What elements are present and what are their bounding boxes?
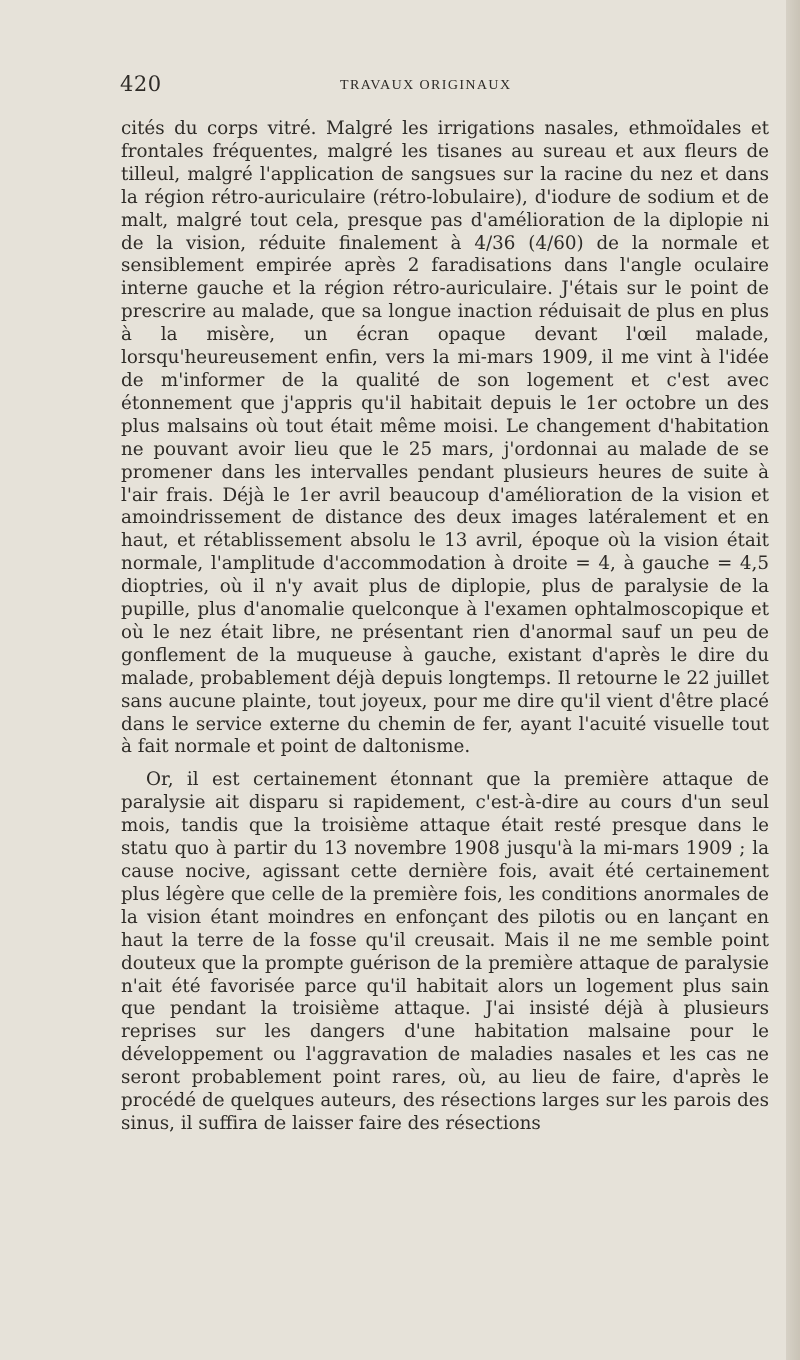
paragraph-2: Or, il est certainement étonnant que la première attaque de paralysie ait disparu si rapidement, c'est-à-dire au cours d'un seul mois, tandis que la troisième attaque était resté presque dans le statu quo à partir du 13 novembre 1908 jusqu'à la mi-mars 1909 ; la cause nocive, agissant cette dernière fois, avait été certainement plus légère que celle de la première fois, les conditions anormales de la vision étant moindres en enfonçant des pilotis ou en lançant en haut la terre de la fosse qu'il creusait. Mais il ne me semble point douteux que la prompte guérison de la première attaque de paralysie n'ait été favorisée parce qu'il habitait alors un logement plus sain que pendant la troisième attaque. J'ai insisté déjà à plusieurs reprises sur les dangers d'une habitation malsaine pour le développement ou l'aggravation de maladies nasales et les cas ne seront probablement point rares, où, au lieu de faire, d'après le procédé de quelques auteurs, des résections larges sur les parois des sinus, il suffira de laisser faire des résections [121,769,769,1134]
page-edge [786,0,800,1360]
paragraph-1: cités du corps vitré. Malgré les irrigations nasales, ethmoïdales et frontales fréquentes, malgré les tisanes au sureau et aux fleurs de tilleul, malgré l'application de sangsues sur la racine du nez et dans la région rétro-auriculaire (rétro-lobulaire), d'iodure de sodium et de malt, malgré tout cela, presque pas d'amélioration de la diplopie ni de la vision, réduite finalement à 4/36 (4/60) de la normale et sensiblement empirée après 2 faradisations dans l'angle oculaire interne gauche et la région rétro-auriculaire. J'étais sur le point de prescrire au malade, que sa longue inaction réduisait de plus en plus à la misère, un écran opaque devant l'œil malade, lorsqu'heureusement enfin, vers la mi-mars 1909, il me vint à l'idée de m'informer de la qualité de son logement et c'est avec étonnement que j'appris qu'il habitait depuis le 1er octobre un des plus malsains où tout était même moisi. Le changement d'habitation ne pouvant avoir lieu que le 25 mars, j'ordonnai au malade de se promener dans les intervalles pendant plusieurs heures de suite à l'air frais. Déjà le 1er avril beaucoup d'amélioration de la vision et amoindrissement de distance des deux images latéralement et en haut, et rétablissement absolu le 13 avril, époque où la vision était normale, l'amplitude d'accommodation à droite = 4, à gauche = 4,5 dioptries, où il n'y avait plus de diplopie, plus de paralysie de la pupille, plus d'anomalie quelconque à l'examen ophtalmoscopique et où le nez était libre, ne présentant rien d'anormal sauf un peu de gonflement de la muqueuse à gauche, existant d'après le dire du malade, probablement déjà depuis longtemps. Il retourne le 22 juillet sans aucune plainte, tout joyeux, pour me dire qu'il vient d'être placé dans le service externe du chemin de fer, ayant l'acuité visuelle tout à fait normale et point de daltonisme. [121,118,769,758]
body-text [121,118,769,1136]
running-head: TRAVAUX ORIGINAUX [340,78,512,93]
page-header [120,72,760,102]
page-number: 420 [120,72,162,96]
